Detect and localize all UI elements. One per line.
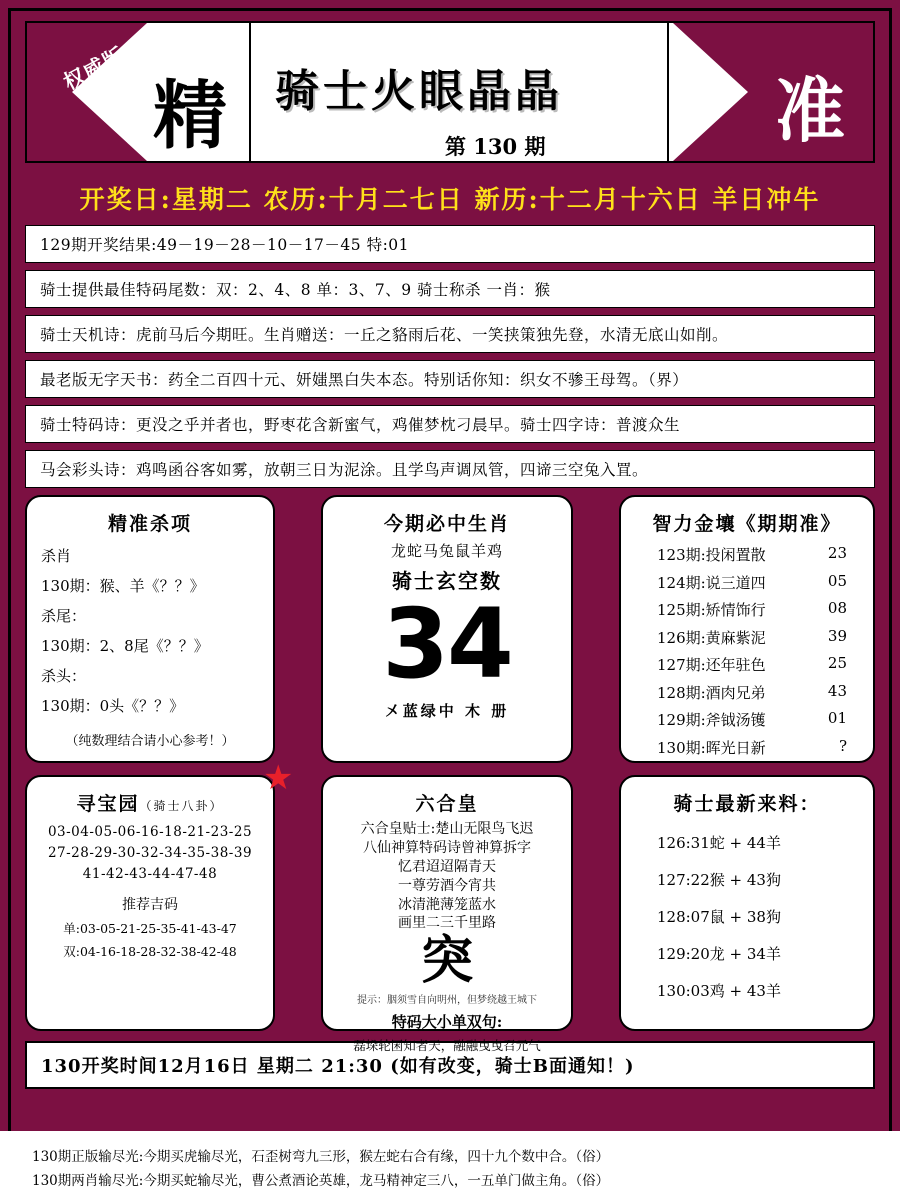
zodiac-card (321, 495, 573, 763)
liuhe-poem-line: 忆君迢迢隔青天 (398, 858, 496, 875)
recommend-line: 双:04-16-18-28-32-38-42-48 (63, 944, 237, 959)
treasure-subtitle: （骑士八卦） (139, 799, 224, 813)
info-strip: 骑士天机诗：虎前马后今期旺。生肖赠送：一丘之貉雨后花、一笑挟策独先登，水清无底山如削。 (25, 315, 875, 353)
wisdom-row-label: 128期:酒肉兄弟 (657, 683, 766, 702)
liuhe-poem-line: 画里二三千里路 (398, 915, 496, 932)
wisdom-row-value: 05 (827, 571, 847, 590)
latest-title: 骑士最新来料： (673, 793, 821, 815)
wisdom-row-value: 01 (827, 709, 847, 727)
draw-time-bar: 130开奖时间12月16日 星期二 21:30 (如有改变，骑士B面通知！) (25, 1041, 875, 1089)
wisdom-row (657, 572, 847, 593)
kill-picks-title: 精准杀项 (107, 513, 192, 535)
info-strip: 骑士特码诗：更没之乎并者也，野枣花含新蜜气，鸡催梦枕刁晨早。骑士四字诗：普渡众生 (25, 405, 875, 443)
wisdom-row-value: 23 (827, 544, 847, 562)
wisdom-row-value: 39 (827, 626, 847, 645)
banner-divider-right (667, 23, 669, 161)
zodiac-animals: 龙蛇马兔鼠羊鸡 (390, 542, 503, 560)
liuhe-poem-line: 六合皇贴士:楚山无限鸟飞迟 (360, 821, 534, 837)
latest-card (619, 775, 875, 1031)
wisdom-row (657, 654, 847, 675)
treasure-numbers: 41-42-43-44-47-48 (82, 866, 218, 882)
latest-row: 128:07鼠 + 38狗 (657, 908, 781, 926)
wisdom-card (619, 495, 875, 763)
latest-row: 126:31蛇 + 44羊 (657, 834, 781, 852)
recommend-line: 单:03-05-21-25-35-41-43-47 (63, 921, 237, 936)
banner-divider-left (249, 23, 251, 161)
footnotes (28, 1139, 872, 1195)
info-strip: 129期开奖结果:49－19－28－10－17－45 特:01 (25, 225, 875, 263)
kill-line: 杀头： (41, 667, 87, 685)
wisdom-row (657, 709, 847, 730)
kill-line: 130期：2、8尾《？？》 (41, 637, 209, 655)
wisdom-row (657, 544, 847, 565)
cards-row-bottom (25, 758, 875, 1054)
liuhe-ds-line: 磊垛轮囷知者天，融融曳曳召元气 (353, 1038, 541, 1054)
liuhe-ds-title: 特码大小单双句: (391, 1013, 503, 1032)
info-strip: 马会彩头诗：鸡鸣函谷客如雾，放朝三日为泥涂。且学鸟声调凤管，四谛三空兔入罝。 (25, 450, 875, 488)
latest-row: 127:22猴 + 43狗 (657, 871, 781, 889)
star-icon: ★ (263, 758, 294, 798)
wisdom-row-value: 25 (827, 654, 847, 672)
liuhe-poem-line: 冰清滟薄笼蓝水 (398, 896, 496, 913)
latest-row: 129:20龙 + 34羊 (657, 945, 781, 963)
wisdom-row-label: 129期:斧钺汤镬 (657, 711, 766, 729)
banner-issue: 第 130 期 (445, 134, 546, 159)
footnote-line: 130期两肖输尽光:今期买蛇输尽光，曹公煮酒论英雄，龙马精神定三八，一五单门做主角。（俗） (32, 1173, 610, 1189)
banner-zhun-char: 准 (775, 69, 845, 152)
treasure-title-text: 寻宝园 (76, 793, 140, 815)
banner-big-char: 精 (153, 73, 227, 159)
liuhe-title: 六合皇 (415, 793, 479, 815)
left-wedge-decoration (27, 23, 147, 161)
wisdom-row-label: 125期:矫情饰行 (657, 601, 766, 619)
poster-inner-frame (8, 8, 892, 1193)
zodiac-footer: 㐅蓝绿中 木 册 (384, 702, 510, 720)
info-strips (25, 225, 875, 488)
zodiac-number: 34 (382, 588, 512, 700)
wisdom-row-label: 126期:黄麻紫泥 (657, 628, 766, 647)
treasure-numbers: 27-28-29-30-32-34-35-38-39 (47, 845, 253, 861)
kill-picks-card (25, 495, 275, 763)
zodiac-title: 今期必中生肖 (383, 513, 510, 535)
wisdom-row-value: 43 (827, 681, 847, 700)
header-banner (25, 21, 875, 163)
latest-row: 130:03鸡 + 43羊 (657, 982, 781, 1000)
kill-line: 130期：0头《？？》 (41, 697, 185, 715)
liuhe-big-char: 突 (420, 930, 473, 992)
wisdom-row (657, 599, 847, 620)
kill-note: （纯数理结合请小心参考！） (65, 734, 235, 749)
liuhe-card (321, 775, 573, 1054)
kill-line: 130期：猴、羊《？？》 (41, 577, 205, 595)
wisdom-row (657, 682, 847, 703)
zodiac-subtitle: 骑士玄空数 (392, 569, 502, 593)
wisdom-row-label: 130期:晖光日新 (657, 738, 766, 757)
footnote-line: 130期正版输尽光:今期买虎输尽光，石歪树弯九三形，猴左蛇右合有缘，四十九个数中合。（俗） (32, 1149, 610, 1165)
wisdom-row-label: 124期:说三道四 (657, 573, 766, 592)
treasure-card (25, 775, 275, 1031)
liuhe-hint: 提示：胭须雪自向明州，但梦绕越王城下 (357, 995, 537, 1007)
kill-line: 杀尾： (41, 607, 87, 625)
liuhe-poem-line: 一尊劳酒今宵共 (398, 877, 496, 894)
wisdom-row-value: ? (838, 736, 847, 755)
info-strip: 骑士提供最佳特码尾数：双：2、4、8 单：3、7、9 骑士称杀 一肖：猴 (25, 270, 875, 308)
wisdom-row-label: 123期:投闲置散 (657, 546, 766, 564)
draw-date-line: 开奖日:星期二 农历:十月二七日 新历:十二月十六日 羊日冲牛 (79, 185, 821, 214)
treasure-title (37, 789, 263, 816)
liuhe-poem-line: 八仙神算特码诗曾神算拆字 (363, 839, 531, 856)
cards-row-top (25, 495, 875, 763)
wisdom-row (657, 627, 847, 648)
banner-title: 骑士火眼晶晶 (275, 66, 563, 117)
kill-line: 杀肖 (41, 547, 72, 565)
recommend-title: 推荐吉码 (122, 897, 178, 913)
info-strip: 最老版无字天书：药全二百四十元、妍媸黑白失本态。特别话你知：织女不骖王母驾。（界） (25, 360, 875, 398)
wisdom-row (657, 737, 847, 758)
wisdom-title: 智力金壤《期期准》 (652, 513, 842, 535)
authority-badge: 权威版 (59, 41, 130, 95)
wisdom-row-value: 08 (827, 599, 847, 617)
wisdom-row-label: 127期:还年驻色 (657, 656, 766, 674)
treasure-numbers: 03-04-05-06-16-18-21-23-25 (47, 824, 253, 840)
